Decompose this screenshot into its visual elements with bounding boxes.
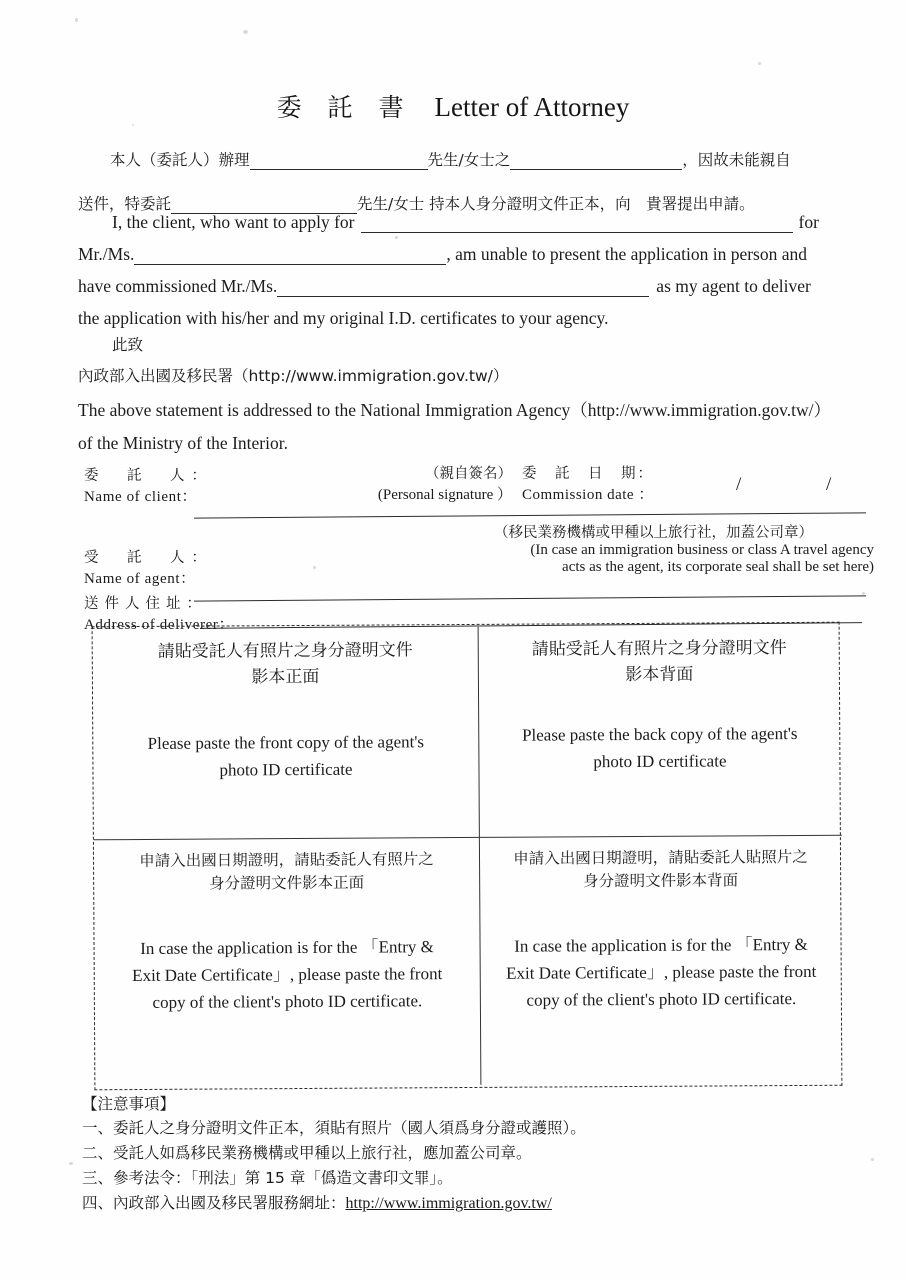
photo-paste-area bbox=[92, 622, 843, 1091]
en-line2-part-a: Mr./Ms. bbox=[78, 244, 135, 264]
paste-cell-client-back-en-line-2: Exit Date Certificate」, please paste the front bbox=[506, 961, 817, 983]
paste-cell-agent-back-en-line-1: Please paste the back copy of the agent's bbox=[521, 723, 798, 745]
cn-line2-part-b: 先生/女士 持本人身分證明文件正本，向 貴署提出申請。 bbox=[357, 195, 755, 213]
scan-speck bbox=[75, 18, 78, 22]
application-type-blank-en[interactable] bbox=[361, 215, 793, 233]
commission-date-label bbox=[522, 462, 654, 504]
agent-label-english: Name of agent： bbox=[84, 571, 196, 587]
personal-signature-english: (Personal signature ） bbox=[377, 487, 512, 503]
agent-name-blank-en[interactable] bbox=[277, 279, 649, 297]
chinese-statement-line-1 bbox=[78, 148, 868, 170]
paste-cell-client-back-cn-line-1: 申請入出國日期證明，請貼委託人貼照片之 bbox=[513, 847, 808, 868]
english-statement-line-3 bbox=[78, 276, 873, 297]
paste-cell-agent-back-cn-line-1: 請貼受託人有照片之身分證明文件 bbox=[531, 638, 787, 660]
chinese-statement-line-2 bbox=[78, 192, 868, 214]
en-line2-part-b: , am unable to present the application in person and bbox=[446, 244, 807, 264]
agent-name-input-line[interactable] bbox=[194, 595, 866, 601]
personal-signature-note bbox=[302, 462, 512, 504]
address-label-chinese: 送件人住址： bbox=[84, 596, 207, 612]
scan-speck bbox=[132, 124, 134, 126]
en-line1-part-a: I, the client, who want to apply for bbox=[112, 212, 355, 232]
note-item-1: 一、委託人之身分證明文件正本，須貼有照片（國人須爲身分證或護照）。 bbox=[82, 1119, 586, 1137]
client-label-chinese: 委 託 人： bbox=[84, 468, 213, 484]
application-type-blank-cn[interactable] bbox=[510, 152, 682, 170]
paste-cell-client-front-cn-line-2: 身分證明文件影本正面 bbox=[209, 873, 365, 893]
note-item-4 bbox=[82, 1191, 872, 1217]
paste-cell-agent-back-cn-line-2: 影本背面 bbox=[625, 664, 694, 686]
salutation: 此致 bbox=[112, 336, 144, 354]
cn-line1-part-a: 本人（委託人）辦理 bbox=[110, 151, 250, 169]
paste-cell-client-back-en-line-3: copy of the client's photo ID certificate. bbox=[526, 988, 797, 1010]
notes-section bbox=[82, 1092, 872, 1217]
en-line3-part-b: as my agent to deliver bbox=[656, 276, 811, 296]
en-line4: the application with his/her and my original I.D. certificates to your agency. bbox=[78, 308, 609, 328]
corporate-seal-note-english bbox=[414, 542, 874, 576]
agency-name-chinese: 內政部入出國及移民署（http://www.immigration.gov.tw/） bbox=[78, 367, 509, 385]
note-item-4-label: 四、內政部入出國及移民署服務網址： bbox=[82, 1194, 346, 1213]
date-separator-month: / bbox=[736, 474, 742, 495]
paste-cell-agent-back-en-line-2: photo ID certificate bbox=[593, 751, 727, 772]
date-separator-day: / bbox=[826, 474, 832, 495]
paste-cell-client-front-cn-line-1: 申請入出國日期證明，請貼委託人有照片之 bbox=[139, 850, 434, 871]
english-statement-line-1 bbox=[78, 212, 873, 233]
en-line1-part-b: for bbox=[798, 212, 819, 232]
client-name-input-line[interactable] bbox=[194, 512, 866, 518]
agent-name-label bbox=[84, 546, 213, 588]
paste-cell-agent-front-en-line-2: photo ID certificate bbox=[219, 759, 353, 780]
english-statement bbox=[78, 212, 873, 340]
commission-date-english: Commission date ： bbox=[522, 487, 654, 503]
cn-line2-part-a: 送件，特委託 bbox=[78, 195, 172, 213]
client-name-blank-cn[interactable] bbox=[250, 152, 428, 170]
paste-cell-client-back[interactable] bbox=[479, 835, 844, 1087]
page-title-english: Letter of Attorney bbox=[434, 92, 630, 122]
paste-cell-client-back-en-line-1: In case the application is for the 「Entry & bbox=[514, 934, 808, 956]
address-label-english: Address of deliverer： bbox=[84, 617, 235, 633]
chinese-statement bbox=[78, 148, 868, 214]
agency-name-english-line-2: of the Ministry of the Interior. bbox=[78, 433, 288, 453]
paste-cell-agent-back[interactable] bbox=[478, 623, 842, 837]
scan-speck bbox=[758, 62, 761, 65]
scan-speck bbox=[243, 30, 248, 34]
note-item-3: 三、參考法令：「刑法」第 15 章「僞造文書印文罪」。 bbox=[82, 1169, 453, 1188]
page-title-chinese: 委 託 書 bbox=[276, 93, 413, 122]
paste-cell-client-front-en-line-3: copy of the client's photo ID certificate. bbox=[152, 991, 423, 1012]
agency-name-english-line-1: The above statement is addressed to the National Immigration Agency（http://www.immigration.gov.tw/） bbox=[78, 400, 831, 420]
cn-line1-part-b: 先生/女士之 bbox=[427, 151, 511, 169]
paste-cell-client-front-en-line-2: Exit Date Certificate」, please paste the front bbox=[132, 963, 443, 985]
english-statement-line-2 bbox=[78, 244, 873, 265]
personal-signature-chinese: （親自簽名） bbox=[425, 466, 512, 482]
paste-cell-agent-front-cn-line-2: 影本正面 bbox=[251, 667, 320, 688]
client-label-english: Name of client： bbox=[84, 489, 198, 505]
note-item-2: 二、受託人如爲移民業務機構或甲種以上旅行社，應加蓋公司章。 bbox=[82, 1144, 532, 1163]
client-name-blank-en[interactable] bbox=[134, 247, 446, 265]
paste-cell-agent-front[interactable] bbox=[93, 625, 479, 839]
paste-cell-agent-front-cn-line-1: 請貼受託人有照片之身分證明文件 bbox=[157, 640, 413, 662]
paste-cell-client-front-en-line-1: In case the application is for the 「Entry & bbox=[140, 936, 434, 958]
client-name-label bbox=[84, 464, 213, 506]
commission-date-chinese: 委 託 日 期： bbox=[522, 466, 654, 482]
paste-cell-client-front[interactable] bbox=[94, 837, 481, 1089]
paste-cell-agent-front-en-line-1: Please paste the front copy of the agent's bbox=[147, 731, 425, 753]
notes-heading: 【注意事項】 bbox=[82, 1095, 176, 1113]
seal-note-en-line-1: (In case an immigration business or class A travel agency bbox=[530, 542, 874, 558]
page-title bbox=[0, 88, 906, 124]
cn-line1-part-c: ，因故未能親自 bbox=[682, 151, 791, 169]
en-line3-part-a: have commissioned Mr./Ms. bbox=[78, 276, 278, 296]
agent-label-chinese: 受 託 人： bbox=[84, 550, 213, 566]
paste-cell-client-back-cn-line-2: 身分證明文件影本背面 bbox=[583, 871, 739, 891]
corporate-seal-note-chinese: （移民業務機構或甲種以上旅行社，加蓋公司章） bbox=[494, 525, 813, 541]
scan-speck bbox=[69, 1162, 73, 1165]
english-statement-line-4 bbox=[78, 308, 873, 329]
seal-note-en-line-2: acts as the agent, its corporate seal shall be set here) bbox=[562, 559, 874, 575]
immigration-agency-url-link[interactable]: http://www.immigration.gov.tw/ bbox=[345, 1195, 552, 1213]
addressee-block bbox=[78, 333, 878, 463]
